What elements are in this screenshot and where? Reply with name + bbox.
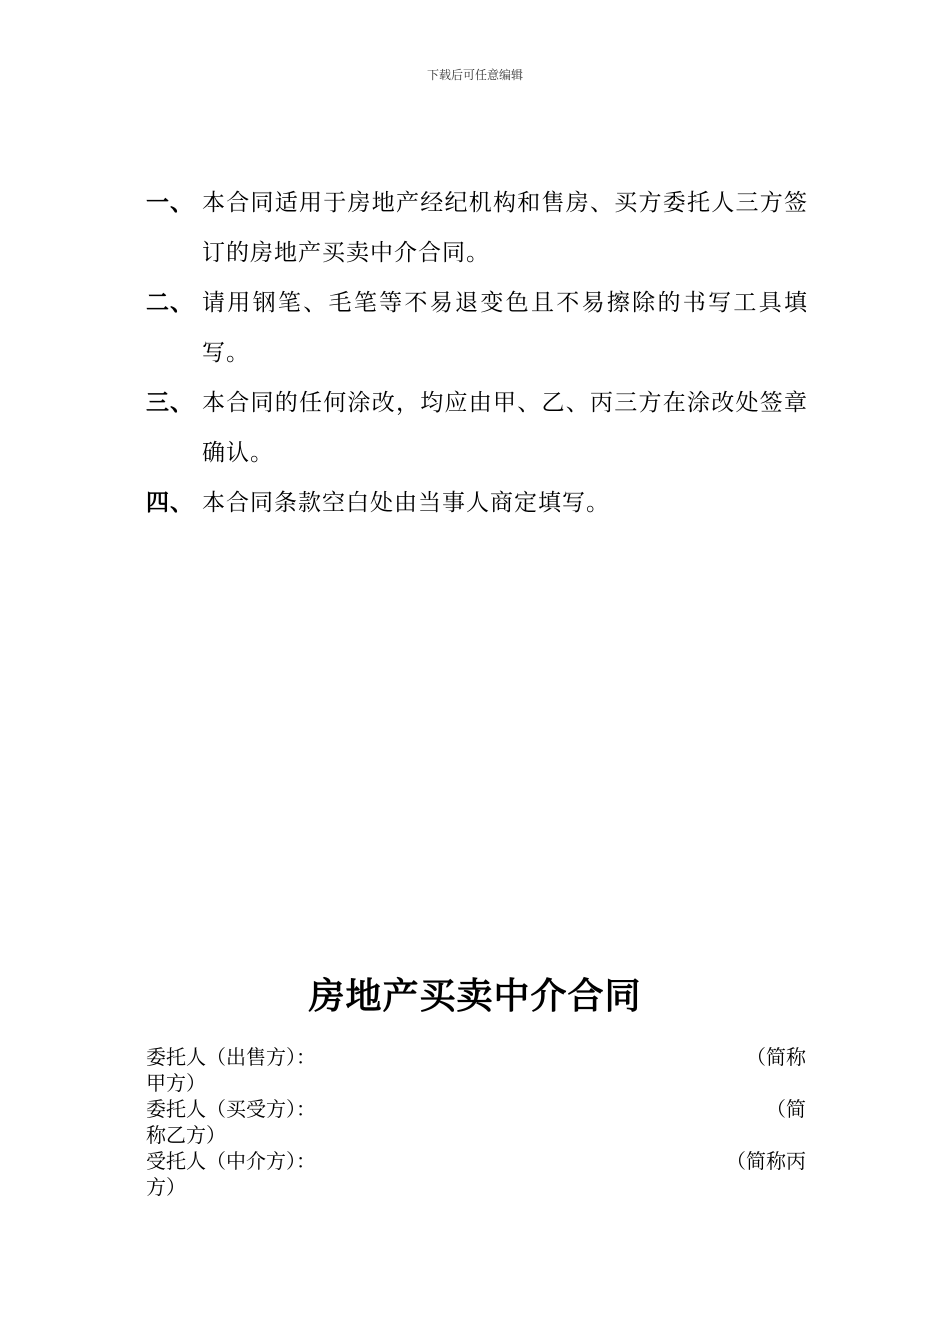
contract-title: 房地产买卖中介合同 [308,975,642,1017]
party-label: 委托人（出售方）： [146,1045,316,1069]
party-seller [146,1044,806,1096]
note-item-4 [146,478,808,528]
note-number: 四、 [146,489,194,516]
note-text: 本合同适用于房地产经纪机构和售房、买方委托人三方签订的房地产买卖中介合同。 [202,190,808,266]
party-abbrev-start: （简称丙 [726,1149,806,1173]
header-note: 下载后可任意编辑 [426,68,523,82]
note-number: 三、 [146,389,194,416]
party-abbrev-start: （简 [766,1097,806,1121]
party-abbrev-end: 方） [146,1175,186,1199]
party-abbrev-start: （简称 [746,1045,806,1069]
party-buyer [146,1096,806,1148]
note-number: 二、 [146,289,194,316]
instruction-notes [146,178,808,528]
note-item-1 [146,178,808,278]
note-text: 本合同的任何涂改，均应由甲、乙、丙三方在涂改处签章确认。 [202,390,808,466]
note-text: 请用钢笔、毛笔等不易退变色且不易擦除的书写工具填写。 [202,290,808,366]
note-text: 本合同条款空白处由当事人商定填写。 [202,490,610,516]
note-item-2 [146,278,808,378]
party-abbrev-end: 称乙方） [146,1123,226,1147]
party-abbrev-end: 甲方） [146,1071,206,1095]
party-agent [146,1148,806,1200]
party-label: 委托人（买受方）： [146,1097,316,1121]
party-label: 受托人（中介方）： [146,1149,316,1173]
party-list [146,1044,806,1200]
note-item-3 [146,378,808,478]
note-number: 一、 [146,189,194,216]
